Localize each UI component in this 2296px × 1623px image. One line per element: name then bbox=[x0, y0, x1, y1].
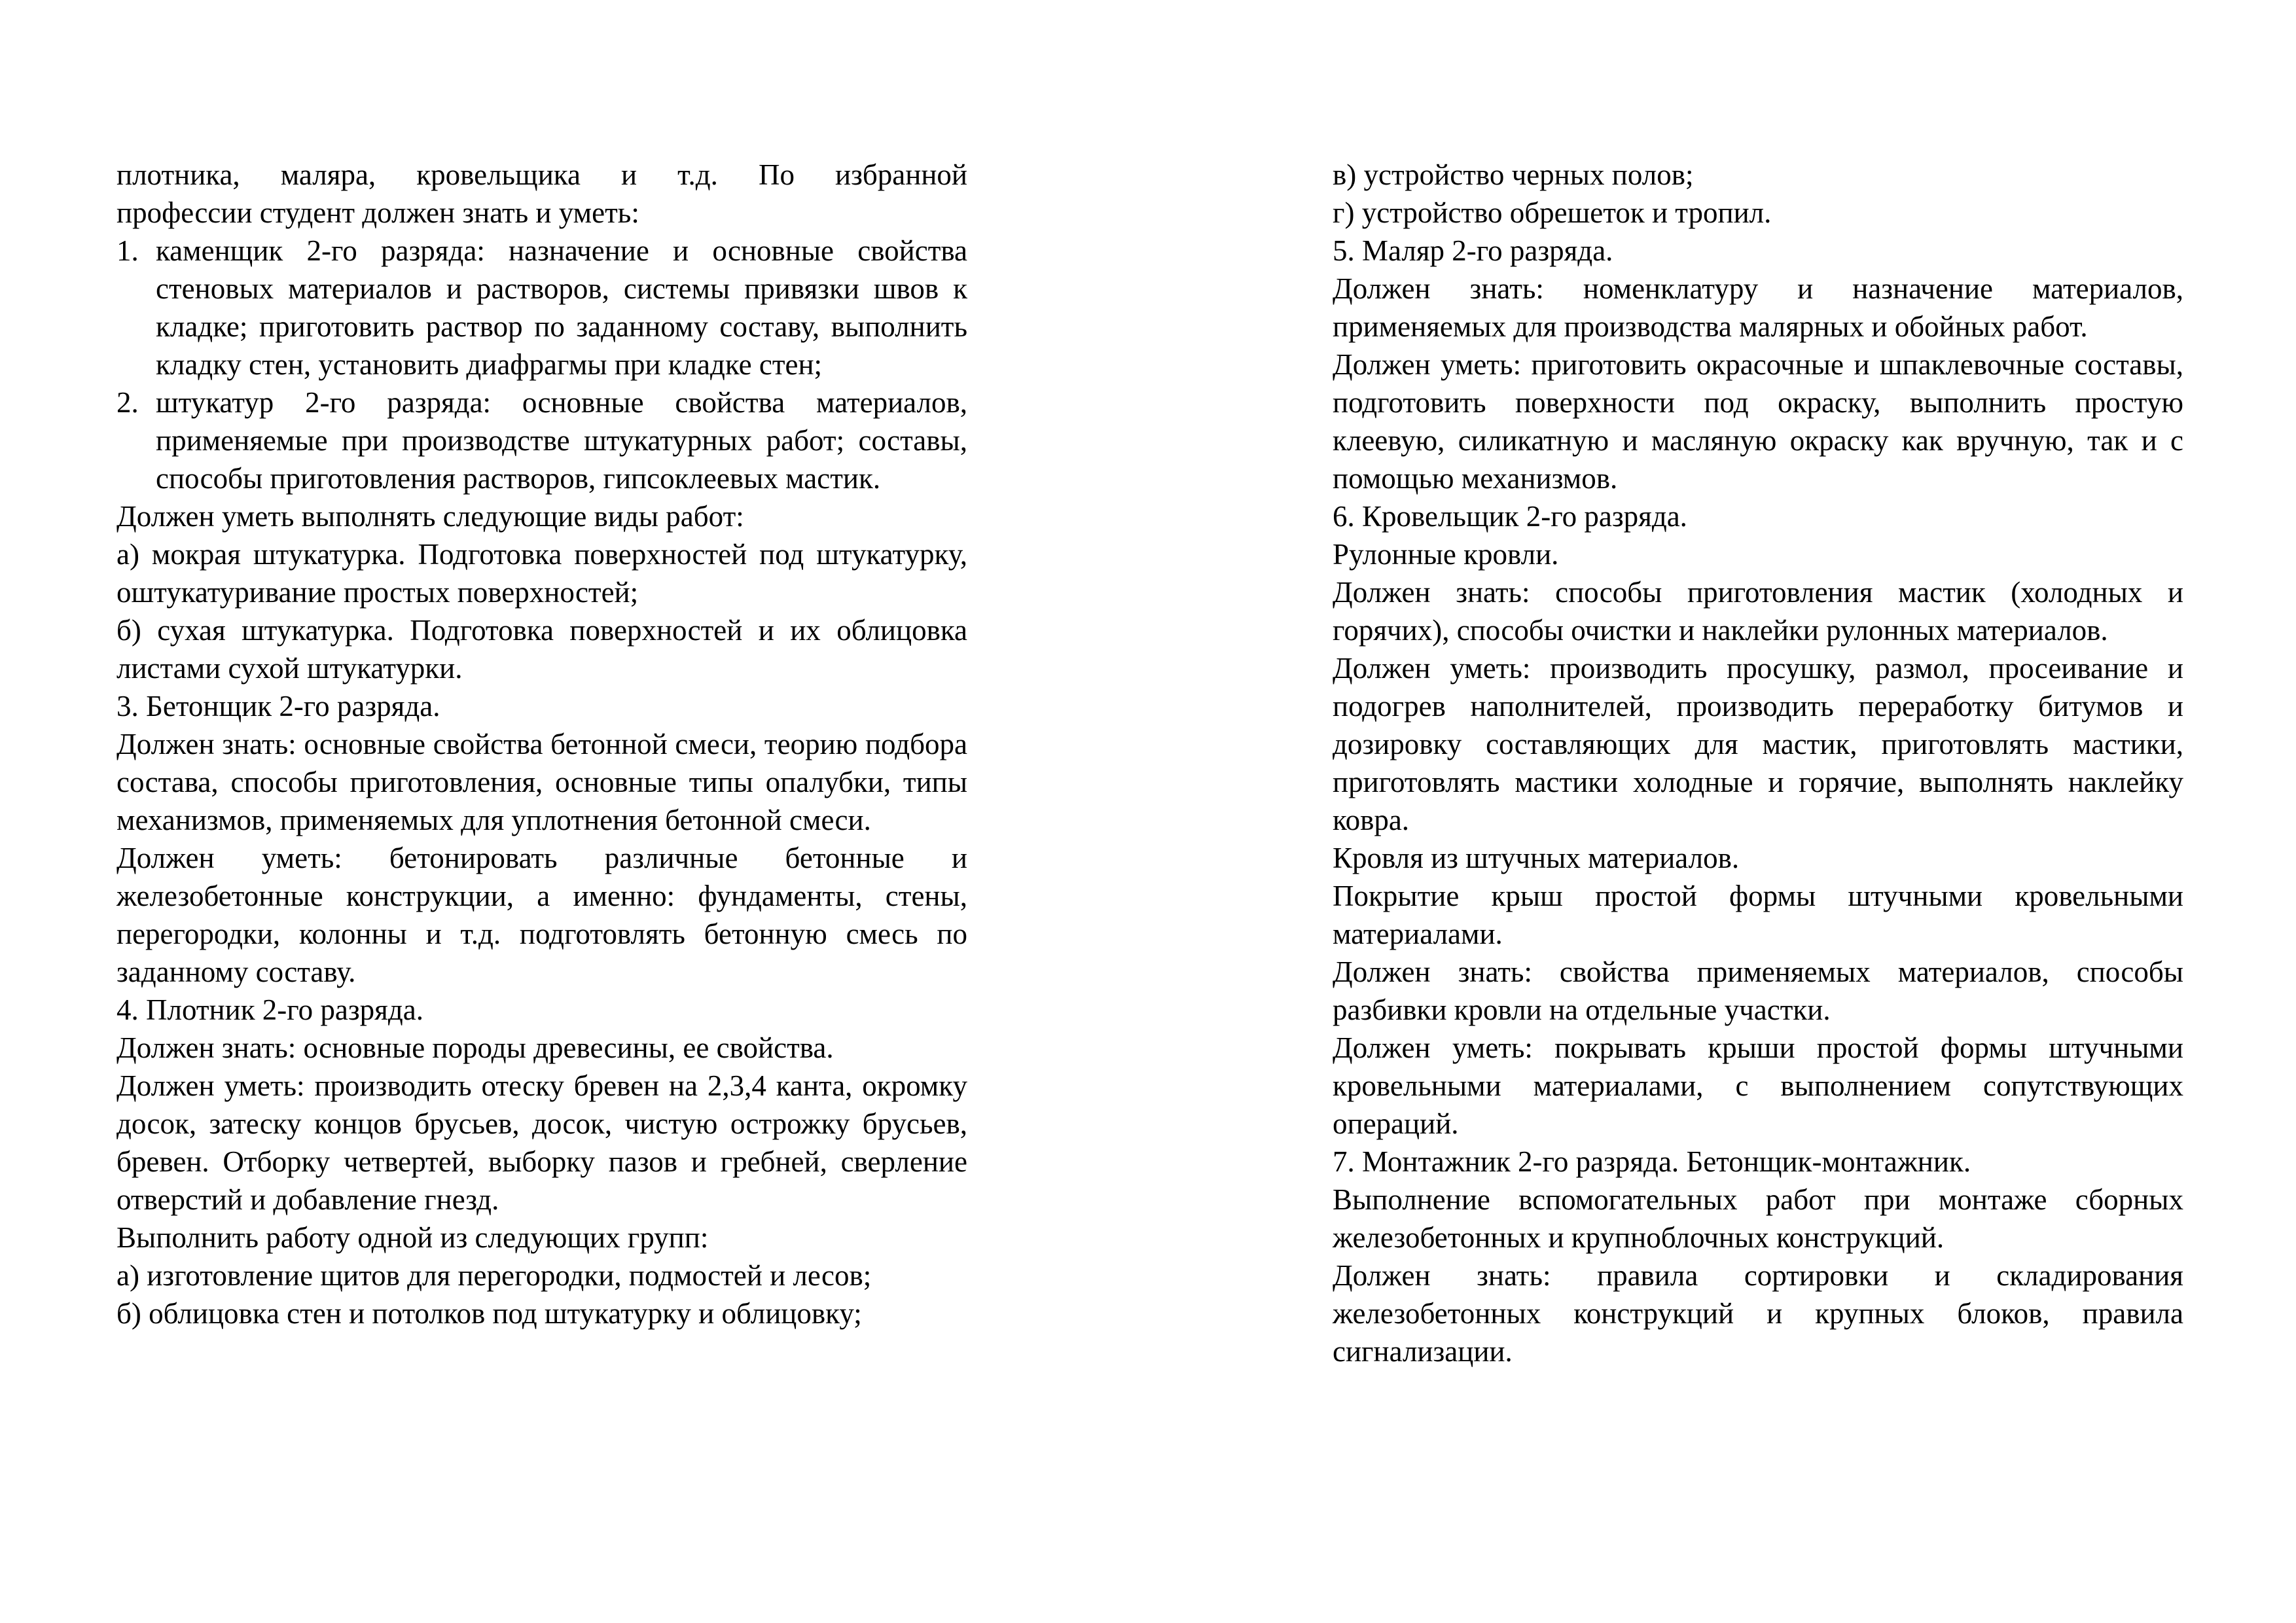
list-item-text: штукатур 2-го разряда: основные свойства материалов, применяемые при производстве штукатурных работ; составы, способы приготовления растворов, гипсоклеевых мастик. bbox=[156, 386, 967, 495]
paragraph: в) устройство черных полов; bbox=[1333, 158, 1694, 191]
paragraph: г) устройство обрешеток и тропил. bbox=[1333, 196, 1772, 229]
paragraph: Должен знать: основные свойства бетонной смеси, теорию подбора состава, способы приготовления, основные типы опалубки, типы механизмов, применяемых для уплотнения бетонной смеси. bbox=[117, 728, 967, 836]
list-item-number: 2. bbox=[117, 386, 139, 419]
paragraph: Должен знать: правила сортировки и складирования железобетонных конструкций и крупных блоков, правила сигнализации. bbox=[1333, 1259, 2183, 1368]
paragraph: а) изготовление щитов для перегородки, подмостей и лесов; bbox=[117, 1259, 872, 1292]
paragraph: Должен уметь: производить отеску бревен на 2,3,4 канта, окромку досок, затеску концов брусьев, досок, чистую острожку брусьев, бревен. Отборку четвертей, выборку пазов и гребней, сверление отверстий и добавление гнезд. bbox=[117, 1069, 967, 1216]
list-item-number: 1. bbox=[117, 234, 139, 267]
paragraph: профессии студент должен знать и уметь: bbox=[117, 196, 639, 229]
paragraph: Выполнение вспомогательных работ при монтаже сборных железобетонных и крупноблочных конструкций. bbox=[1333, 1183, 2183, 1254]
left-page-column bbox=[117, 156, 967, 1332]
paragraph: Покрытие крыш простой формы штучными кровельными материалами. bbox=[1333, 880, 2183, 950]
paragraph: Должен уметь: приготовить окрасочные и шпаклевочные составы, подготовить поверхности под окраску, выполнить простую клеевую, силикатную и масляную окраску как вручную, так и с помощью механизмов. bbox=[1333, 348, 2183, 495]
numbered-list-item bbox=[117, 383, 967, 497]
paragraph: 4. Плотник 2-го разряда. bbox=[117, 993, 423, 1026]
paragraph: Должен уметь: производить просушку, размол, просеивание и подогрев наполнителей, производить переработку битумов и дозировку составляющих для мастик, приготовлять мастики, приготовлять мастики холодные и горячие, выполнять наклейку ковра. bbox=[1333, 652, 2183, 836]
list-item-text: каменщик 2-го разряда: назначение и основные свойства стеновых материалов и растворов, системы привязки швов к кладке; приготовить раствор по заданному составу, выполнить кладку стен, установить диафрагмы при кладке стен; bbox=[156, 234, 967, 381]
paragraph: Должен знать: способы приготовления мастик (холодных и горячих), способы очистки и наклейки рулонных материалов. bbox=[1333, 576, 2183, 647]
paragraph: Должен знать: номенклатуру и назначение материалов, применяемых для производства малярных и обойных работ. bbox=[1333, 272, 2183, 343]
paragraph: Должен уметь: бетонировать различные бетонные и железобетонные конструкции, а именно: фундаменты, стены, перегородки, колонны и т.д. подготовлять бетонную смесь по заданному составу. bbox=[117, 842, 967, 988]
numbered-list-item bbox=[117, 232, 967, 383]
paragraph: Выполнить работу одной из следующих групп: bbox=[117, 1221, 709, 1254]
paragraph: б) облицовка стен и потолков под штукатурку и облицовку; bbox=[117, 1297, 862, 1330]
paragraph: 6. Кровельщик 2-го разряда. bbox=[1333, 500, 1687, 533]
paragraph: Рулонные кровли. bbox=[1333, 538, 1559, 571]
paragraph: 3. Бетонщик 2-го разряда. bbox=[117, 690, 440, 722]
paragraph: Должен уметь: покрывать крыши простой формы штучными кровельными материалами, с выполнением сопутствующих операций. bbox=[1333, 1031, 2183, 1140]
paragraph: плотника, маляра, кровельщика и т.д. По избранной bbox=[117, 158, 967, 191]
right-page-column bbox=[1333, 156, 2183, 1370]
paragraph: 5. Маляр 2-го разряда. bbox=[1333, 234, 1613, 267]
paragraph: б) сухая штукатурка. Подготовка поверхностей и их облицовка листами сухой штукатурки. bbox=[117, 614, 967, 685]
paragraph: а) мокрая штукатурка. Подготовка поверхностей под штукатурку, оштукатуривание простых поверхностей; bbox=[117, 538, 967, 609]
paragraph: Кровля из штучных материалов. bbox=[1333, 842, 1740, 874]
paragraph: Должен знать: свойства применяемых материалов, способы разбивки кровли на отдельные участки. bbox=[1333, 955, 2183, 1026]
paragraph: 7. Монтажник 2-го разряда. Бетонщик-монтажник. bbox=[1333, 1145, 1971, 1178]
paragraph: Должен знать: основные породы древесины, ее свойства. bbox=[117, 1031, 834, 1064]
paragraph: Должен уметь выполнять следующие виды работ: bbox=[117, 500, 744, 533]
